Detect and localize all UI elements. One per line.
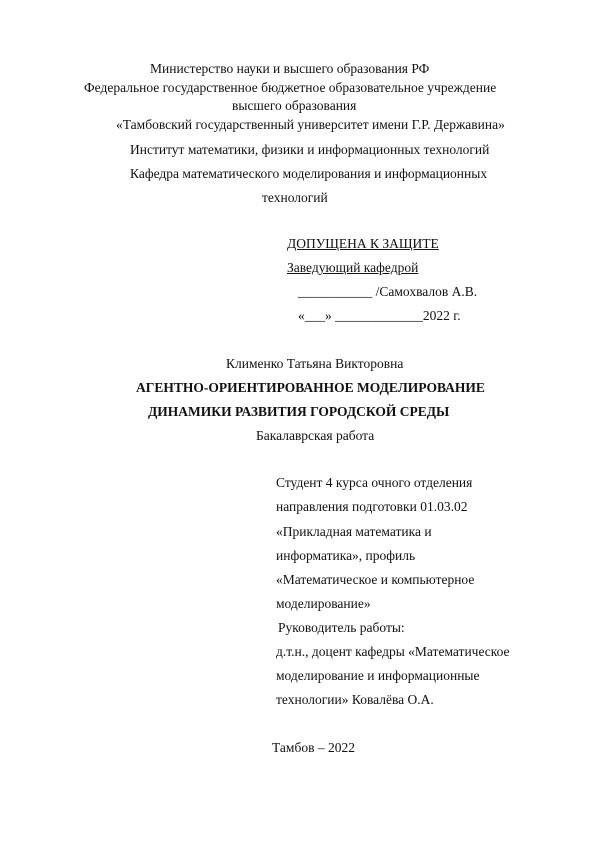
- details-line: направления подготовки 01.03.02: [276, 499, 468, 514]
- details-line: моделирование»: [276, 596, 371, 611]
- education-level-line: высшего образования: [232, 98, 357, 113]
- approval-date-line: «___» _____________2022 г.: [298, 308, 461, 323]
- author-name: Клименко Татьяна Викторовна: [226, 356, 404, 371]
- institute-line: Институт математики, физики и информационных технологий: [130, 142, 490, 157]
- thesis-title-line1: АГЕНТНО-ОРИЕНТИРОВАННОЕ МОДЕЛИРОВАНИЕ: [136, 380, 485, 395]
- details-line: «Математическое и компьютерное: [276, 572, 475, 587]
- work-type: Бакалаврская работа: [256, 428, 375, 443]
- details-line: информатика», профиль: [276, 548, 416, 563]
- details-line: «Прикладная математика и: [276, 524, 432, 539]
- department-line-cont: технологий: [262, 190, 328, 205]
- supervisor-line: технологии» Ковалёва О.А.: [276, 692, 434, 707]
- supervisor-line: моделирование и информационные: [276, 668, 480, 683]
- approval-signature-line: ___________ /Самохвалов А.В.: [298, 284, 478, 299]
- approval-role: Заведующий кафедрой: [287, 260, 419, 275]
- university-name-line: «Тамбовский государственный университет имени Г.Р. Державина»: [116, 117, 505, 132]
- approval-title: ДОПУЩЕНА К ЗАЩИТЕ: [287, 236, 439, 251]
- ministry-line: Министерство науки и высшего образования РФ: [150, 61, 430, 76]
- institution-type-line: Федеральное государственное бюджетное образовательное учреждение: [84, 80, 497, 95]
- supervisor-label: Руководитель работы:: [278, 620, 405, 635]
- supervisor-line: д.т.н., доцент кафедры «Математическое: [276, 644, 510, 659]
- city-year: Тамбов – 2022: [272, 740, 355, 755]
- department-line: Кафедра математического моделирования и информационных: [130, 166, 488, 181]
- details-line: Студент 4 курса очного отделения: [276, 475, 473, 490]
- thesis-title-line2: ДИНАМИКИ РАЗВИТИЯ ГОРОДСКОЙ СРЕДЫ: [148, 404, 450, 419]
